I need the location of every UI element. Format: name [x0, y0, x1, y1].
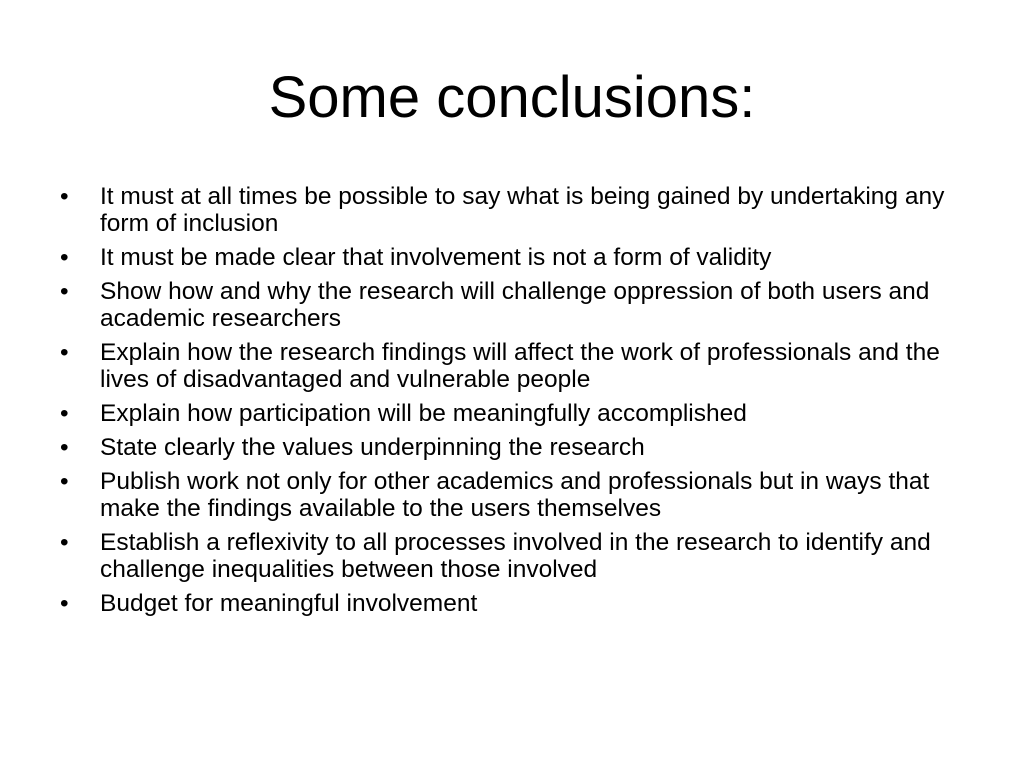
bullet-item	[60, 590, 970, 617]
bullet-text: Show how and why the research will challenge oppression of both users and academic researchers	[100, 278, 930, 332]
slide-title: Some conclusions:	[268, 65, 756, 130]
bullet-marker: •	[60, 529, 69, 556]
bullet-item	[60, 529, 970, 583]
bullet-text: Establish a reflexivity to all processes involved in the research to identify and challenge inequalities between those involved	[100, 529, 931, 583]
bullet-text: Explain how the research findings will affect the work of professionals and the lives of disadvantaged and vulnerable people	[100, 339, 940, 393]
bullet-item	[60, 339, 970, 393]
bullet-item	[60, 434, 970, 461]
bullet-list	[60, 183, 970, 624]
bullet-text: State clearly the values underpinning the research	[100, 434, 645, 461]
bullet-marker: •	[60, 278, 69, 305]
bullet-text: It must be made clear that involvement is not a form of validity	[100, 244, 772, 271]
bullet-marker: •	[60, 434, 69, 461]
bullet-marker: •	[60, 468, 69, 495]
bullet-text: Publish work not only for other academics and professionals but in ways that make the findings available to the users themselves	[100, 468, 930, 522]
bullet-marker: •	[60, 244, 69, 271]
bullet-item	[60, 278, 970, 332]
bullet-text: Explain how participation will be meaningfully accomplished	[100, 400, 747, 427]
bullet-marker: •	[60, 590, 69, 617]
bullet-marker: •	[60, 339, 69, 366]
bullet-item	[60, 468, 970, 522]
bullet-item	[60, 183, 970, 237]
bullet-item	[60, 244, 970, 271]
bullet-item	[60, 400, 970, 427]
bullet-text: It must at all times be possible to say what is being gained by undertaking any form of inclusion	[100, 183, 945, 237]
bullet-text: Budget for meaningful involvement	[100, 590, 478, 617]
bullet-marker: •	[60, 183, 69, 210]
bullet-marker: •	[60, 400, 69, 427]
